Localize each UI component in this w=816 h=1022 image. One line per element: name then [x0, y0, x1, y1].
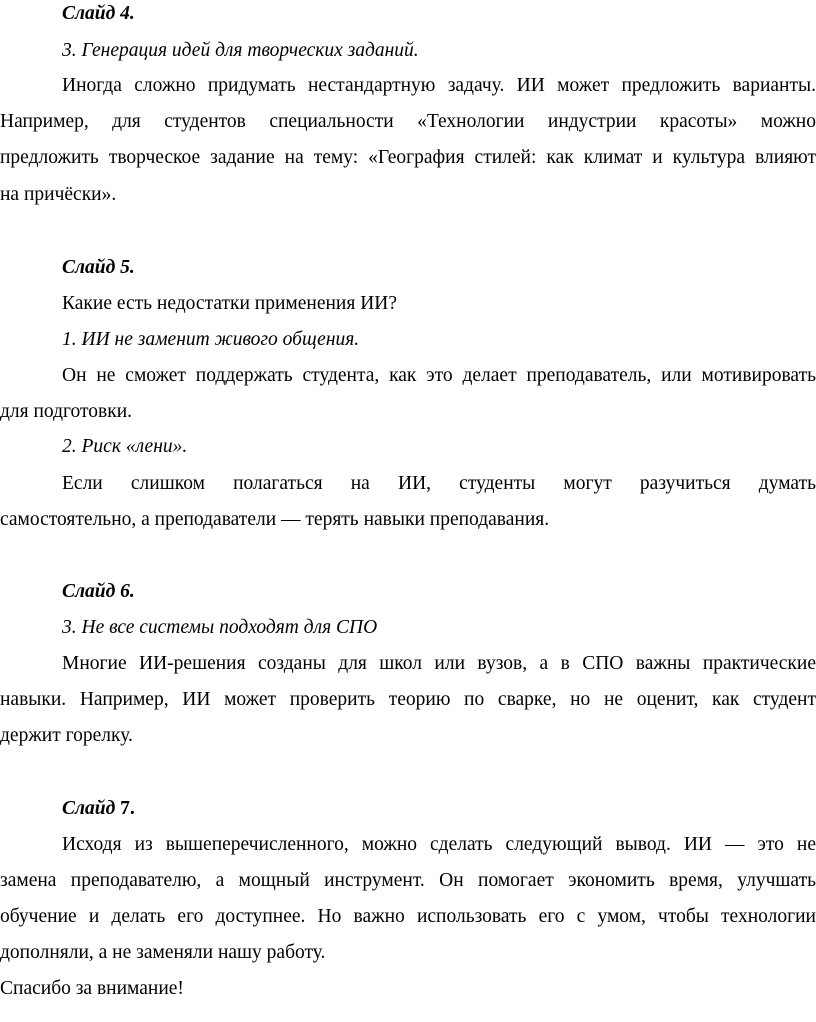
slide-7-paragraph-line: Исходя из вышеперечисленного, можно сделать следующий вывод. ИИ — это не: [62, 834, 816, 855]
slide-6-paragraph-line: Многие ИИ-решения созданы для школ или вузов, а в СПО важны практические: [62, 653, 816, 674]
slide-5-heading: Слайд 5.: [62, 257, 135, 278]
slide-7-paragraph-line: обучение и делать его доступнее. Но важно использовать его с умом, чтобы технологии: [0, 906, 816, 927]
slide-5-point-1-text-line: для подготовки.: [0, 401, 133, 422]
slide-7-heading-number: 7.: [115, 798, 135, 819]
slide-6-paragraph-line: навыки. Например, ИИ может проверить теорию по сварке, но не оценит, как студент: [0, 689, 816, 710]
slide-5-point-2-text-line: Если слишком полагаться на ИИ, студенты могут разучиться думать: [62, 473, 816, 494]
slide-4-heading: Слайд 4.: [62, 3, 135, 24]
slide-7-heading: [0, 795, 816, 823]
slide-4-paragraph-line: Например, для студентов специальности «Технологии индустрии красоты» можно: [0, 111, 816, 132]
slide-4-paragraph-line: предложить творческое задание на тему: «География стилей: как климат и культура влияют: [0, 147, 816, 168]
slide-5-question: Какие есть недостатки применения ИИ?: [62, 293, 398, 314]
slide-4-paragraph-line: на причёски».: [0, 184, 117, 205]
slide-6-heading: Слайд 6.: [62, 581, 135, 602]
slide-7-heading-word: Слайд: [62, 798, 116, 819]
slide-6-subheading: 3. Не все системы подходят для СПО: [62, 617, 378, 638]
slide-5-point-2-text-line: самостоятельно, а преподаватели — терять навыки преподавания.: [0, 509, 550, 530]
slide-5-point-2-title: 2. Риск «лени».: [62, 436, 188, 457]
slide-5-point-1-text-line: Он не сможет поддержать студента, как это делает преподаватель, или мотивировать: [62, 365, 816, 386]
slide-7-paragraph-line: замена преподавателю, а мощный инструмент. Он помогает экономить время, улучшать: [0, 870, 816, 891]
closing-line: Спасибо за внимание!: [0, 978, 184, 999]
slide-4-subheading: 3. Генерация идей для творческих заданий.: [62, 40, 419, 61]
slide-4-paragraph-line: Иногда сложно придумать нестандартную задачу. ИИ может предложить варианты.: [62, 75, 816, 96]
slide-6-paragraph-line: держит горелку.: [0, 725, 133, 746]
slide-5-point-1-title: 1. ИИ не заменит живого общения.: [62, 329, 360, 350]
slide-7-paragraph-line: дополняли, а не заменяли нашу работу.: [0, 942, 326, 963]
